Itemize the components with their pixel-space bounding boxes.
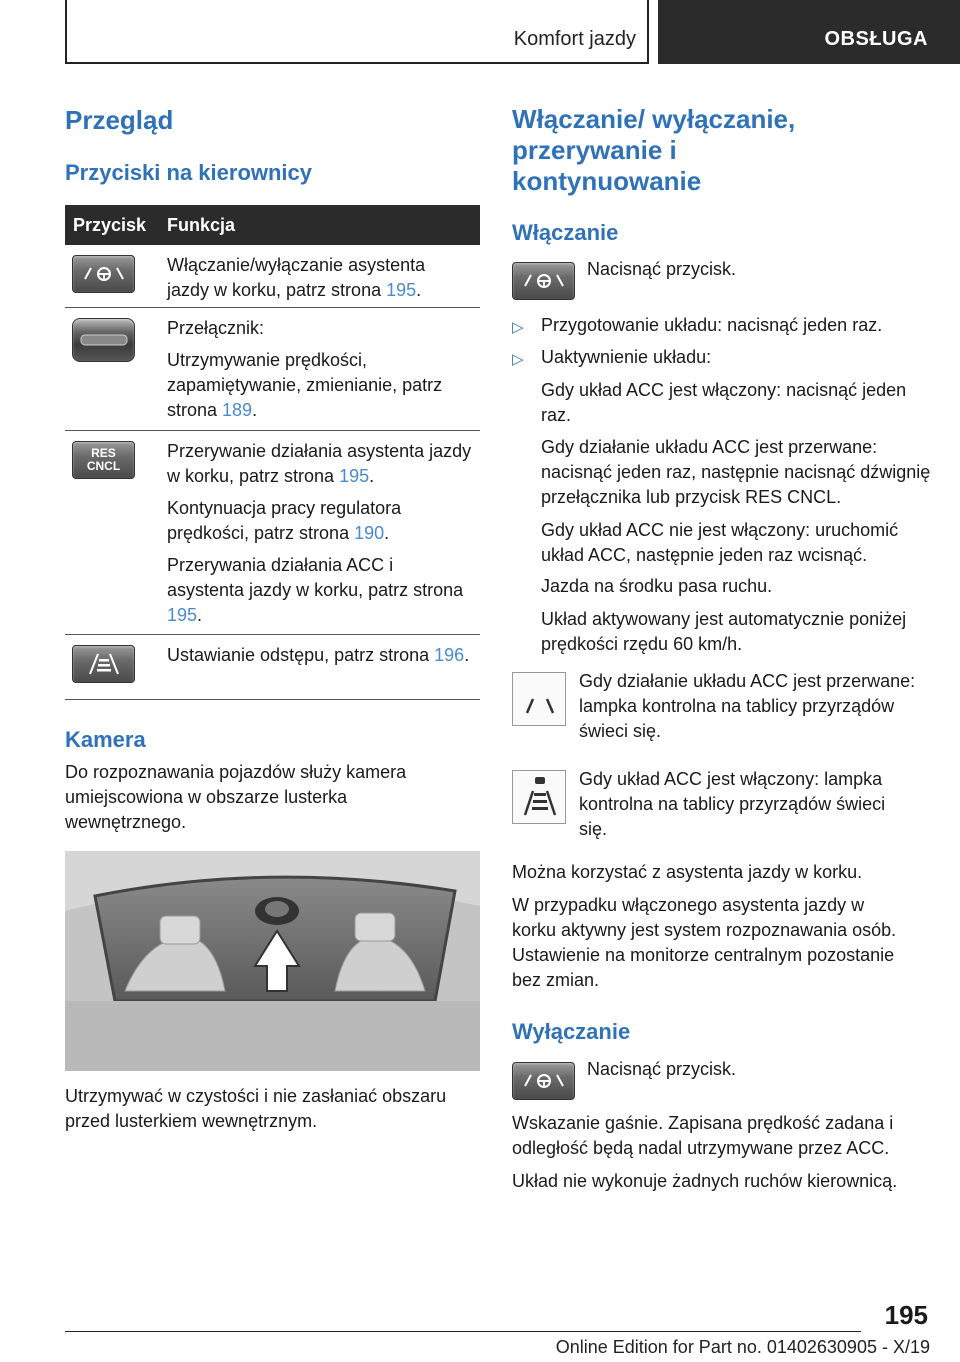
buttons-table <box>65 205 480 700</box>
traffic-jam-assistant-button-icon <box>512 1062 575 1100</box>
table-cell-function <box>167 316 472 430</box>
bullet-triangle-icon: ▷ <box>512 319 524 336</box>
press-button-text: Nacisnąć przycisk. <box>587 1059 737 1079</box>
table-row <box>65 635 480 700</box>
distance-button-icon <box>72 645 135 683</box>
table-cell-function <box>167 439 472 635</box>
heading-switch-off: Wyłączanie <box>512 1019 631 1044</box>
page-title: Przegląd <box>65 105 174 135</box>
table-header <box>65 205 480 245</box>
header-chapter-tab <box>658 0 960 64</box>
page-link-195[interactable]: 195 <box>339 466 370 486</box>
camera-description: Do rozpoznawania pojazdów służy kamera umiejscowiona w obszarze lusterka wewnętrznego. <box>65 762 407 832</box>
header-rule-left <box>65 0 67 64</box>
table-row <box>65 308 480 431</box>
function-text: Przerywanie działania asystenta jazdy w korku, patrz strona <box>167 441 472 486</box>
section-heading-camera: Kamera <box>65 727 146 752</box>
function-text: Utrzymywanie prędkości, zapamiętywanie, zmienianie, patrz strona <box>167 350 443 420</box>
function-text: Kontynuacja pracy regulatora prędkości, patrz strona <box>167 498 402 543</box>
page-number: 195 <box>884 1300 928 1330</box>
page-link-190[interactable]: 190 <box>354 523 385 543</box>
page-link-195[interactable]: 195 <box>386 280 417 300</box>
page-link-195[interactable]: 195 <box>167 605 198 625</box>
bullet-triangle-icon: ▷ <box>512 351 524 368</box>
rocker-switch-icon <box>72 318 135 362</box>
no-steering-text: Układ nie wykonuje żadnych ruchów kierownicą. <box>512 1171 898 1191</box>
table-row <box>65 245 480 308</box>
traffic-jam-assistant-button-icon <box>72 255 135 293</box>
res-cncl-label: RES CNCL <box>86 446 121 473</box>
bullet-prepare: Przygotowanie układu: nacisnąć jeden raz. <box>541 315 883 335</box>
traffic-jam-assistant-button-icon <box>512 262 575 300</box>
page-link-189[interactable]: 189 <box>222 400 253 420</box>
table-cell-function <box>167 253 472 310</box>
function-text-tail: . <box>252 400 258 420</box>
indicator-active-text: Gdy układ ACC jest włączony: lampka kontrolna na tablicy przyrządów świeci się. <box>579 769 886 839</box>
function-text: Przerywania działania ACC i asystenta jazdy w korku, patrz strona <box>167 555 464 600</box>
camera-caption: Utrzymywać w czystości i nie zasłaniać obszaru przed lusterkiem wewnętrznym. <box>65 1086 447 1131</box>
header-chapter-label: OBSŁUGA <box>824 28 928 50</box>
footer-edition: Online Edition for Part no. 01402630905 - X/19 <box>555 1337 930 1357</box>
res-cncl-button-icon <box>72 441 135 479</box>
function-text-tail: . <box>464 645 470 665</box>
page-link-196[interactable]: 196 <box>434 645 465 665</box>
section-title-on-off: Włączanie/ wyłączanie, przerywanie i kontynuowanie <box>512 104 796 196</box>
section-heading-steering-buttons: Przyciski na kierownicy <box>65 160 313 185</box>
header-rule-bottom <box>65 62 649 64</box>
activate-acc-interrupted: Gdy działanie układu ACC jest przerwane: nacisnąć jeden raz, następnie nacisnąć dźwignię przełącznika lub przycisk RES CNCL. <box>541 437 931 507</box>
display-off-text: Wskazanie gaśnie. Zapisana prędkość zadana i odległość będą nadal utrzymywane przez ACC. <box>512 1113 894 1158</box>
indicator-interrupted-text: Gdy działanie układu ACC jest przerwane: lampka kontrolna na tablicy przyrządów świeci się. <box>579 671 916 741</box>
function-text: Ustawianie odstępu, patrz strona <box>167 645 435 665</box>
function-text-tail: . <box>197 605 203 625</box>
header-rule-right <box>647 0 649 64</box>
table-row <box>65 431 480 635</box>
press-button-text: Nacisnąć przycisk. <box>587 259 737 279</box>
heading-switch-on: Włączanie <box>512 220 619 245</box>
camera-location-photo <box>65 851 480 1071</box>
function-text: Włączanie/wyłączanie asystenta jazdy w korku, patrz strona <box>167 255 426 300</box>
bullet-activate: Uaktywnienie układu: <box>541 347 712 367</box>
table-header-function: Funkcja <box>167 215 236 235</box>
header-section-title: Komfort jazdy <box>513 28 636 50</box>
activate-acc-on: Gdy układ ACC jest włączony: nacisnąć jeden raz. <box>541 380 907 425</box>
function-text-tail: . <box>369 466 375 486</box>
activate-acc-off: Gdy układ ACC nie jest włączony: uruchomić układ ACC, następnie jeden raz wcisnąć. <box>541 520 899 565</box>
footer-rule <box>65 1331 861 1332</box>
auto-activation-text: Układ aktywowany jest automatycznie poniżej prędkości rzędu 60 km/h. <box>541 609 907 654</box>
table-header-button: Przycisk <box>73 215 147 235</box>
person-recognition-text: W przypadku włączonego asystenta jazdy w korku aktywny jest system rozpoznawania osób. Ustawienie na monitorze centralnym pozostanie bez zmian. <box>512 895 897 990</box>
function-text-tail: . <box>384 523 390 543</box>
car-interior-illustration <box>65 851 480 1071</box>
lane-center-text: Jazda na środku pasa ruchu. <box>541 576 773 596</box>
acc-active-indicator-icon <box>512 770 566 824</box>
table-cell-function <box>167 643 472 675</box>
acc-interrupted-indicator-icon <box>512 672 566 726</box>
function-text: Przełącznik: <box>167 318 265 338</box>
traffic-jam-available-text: Można korzystać z asystenta jazdy w korku. <box>512 862 863 882</box>
function-text-tail: . <box>416 280 422 300</box>
